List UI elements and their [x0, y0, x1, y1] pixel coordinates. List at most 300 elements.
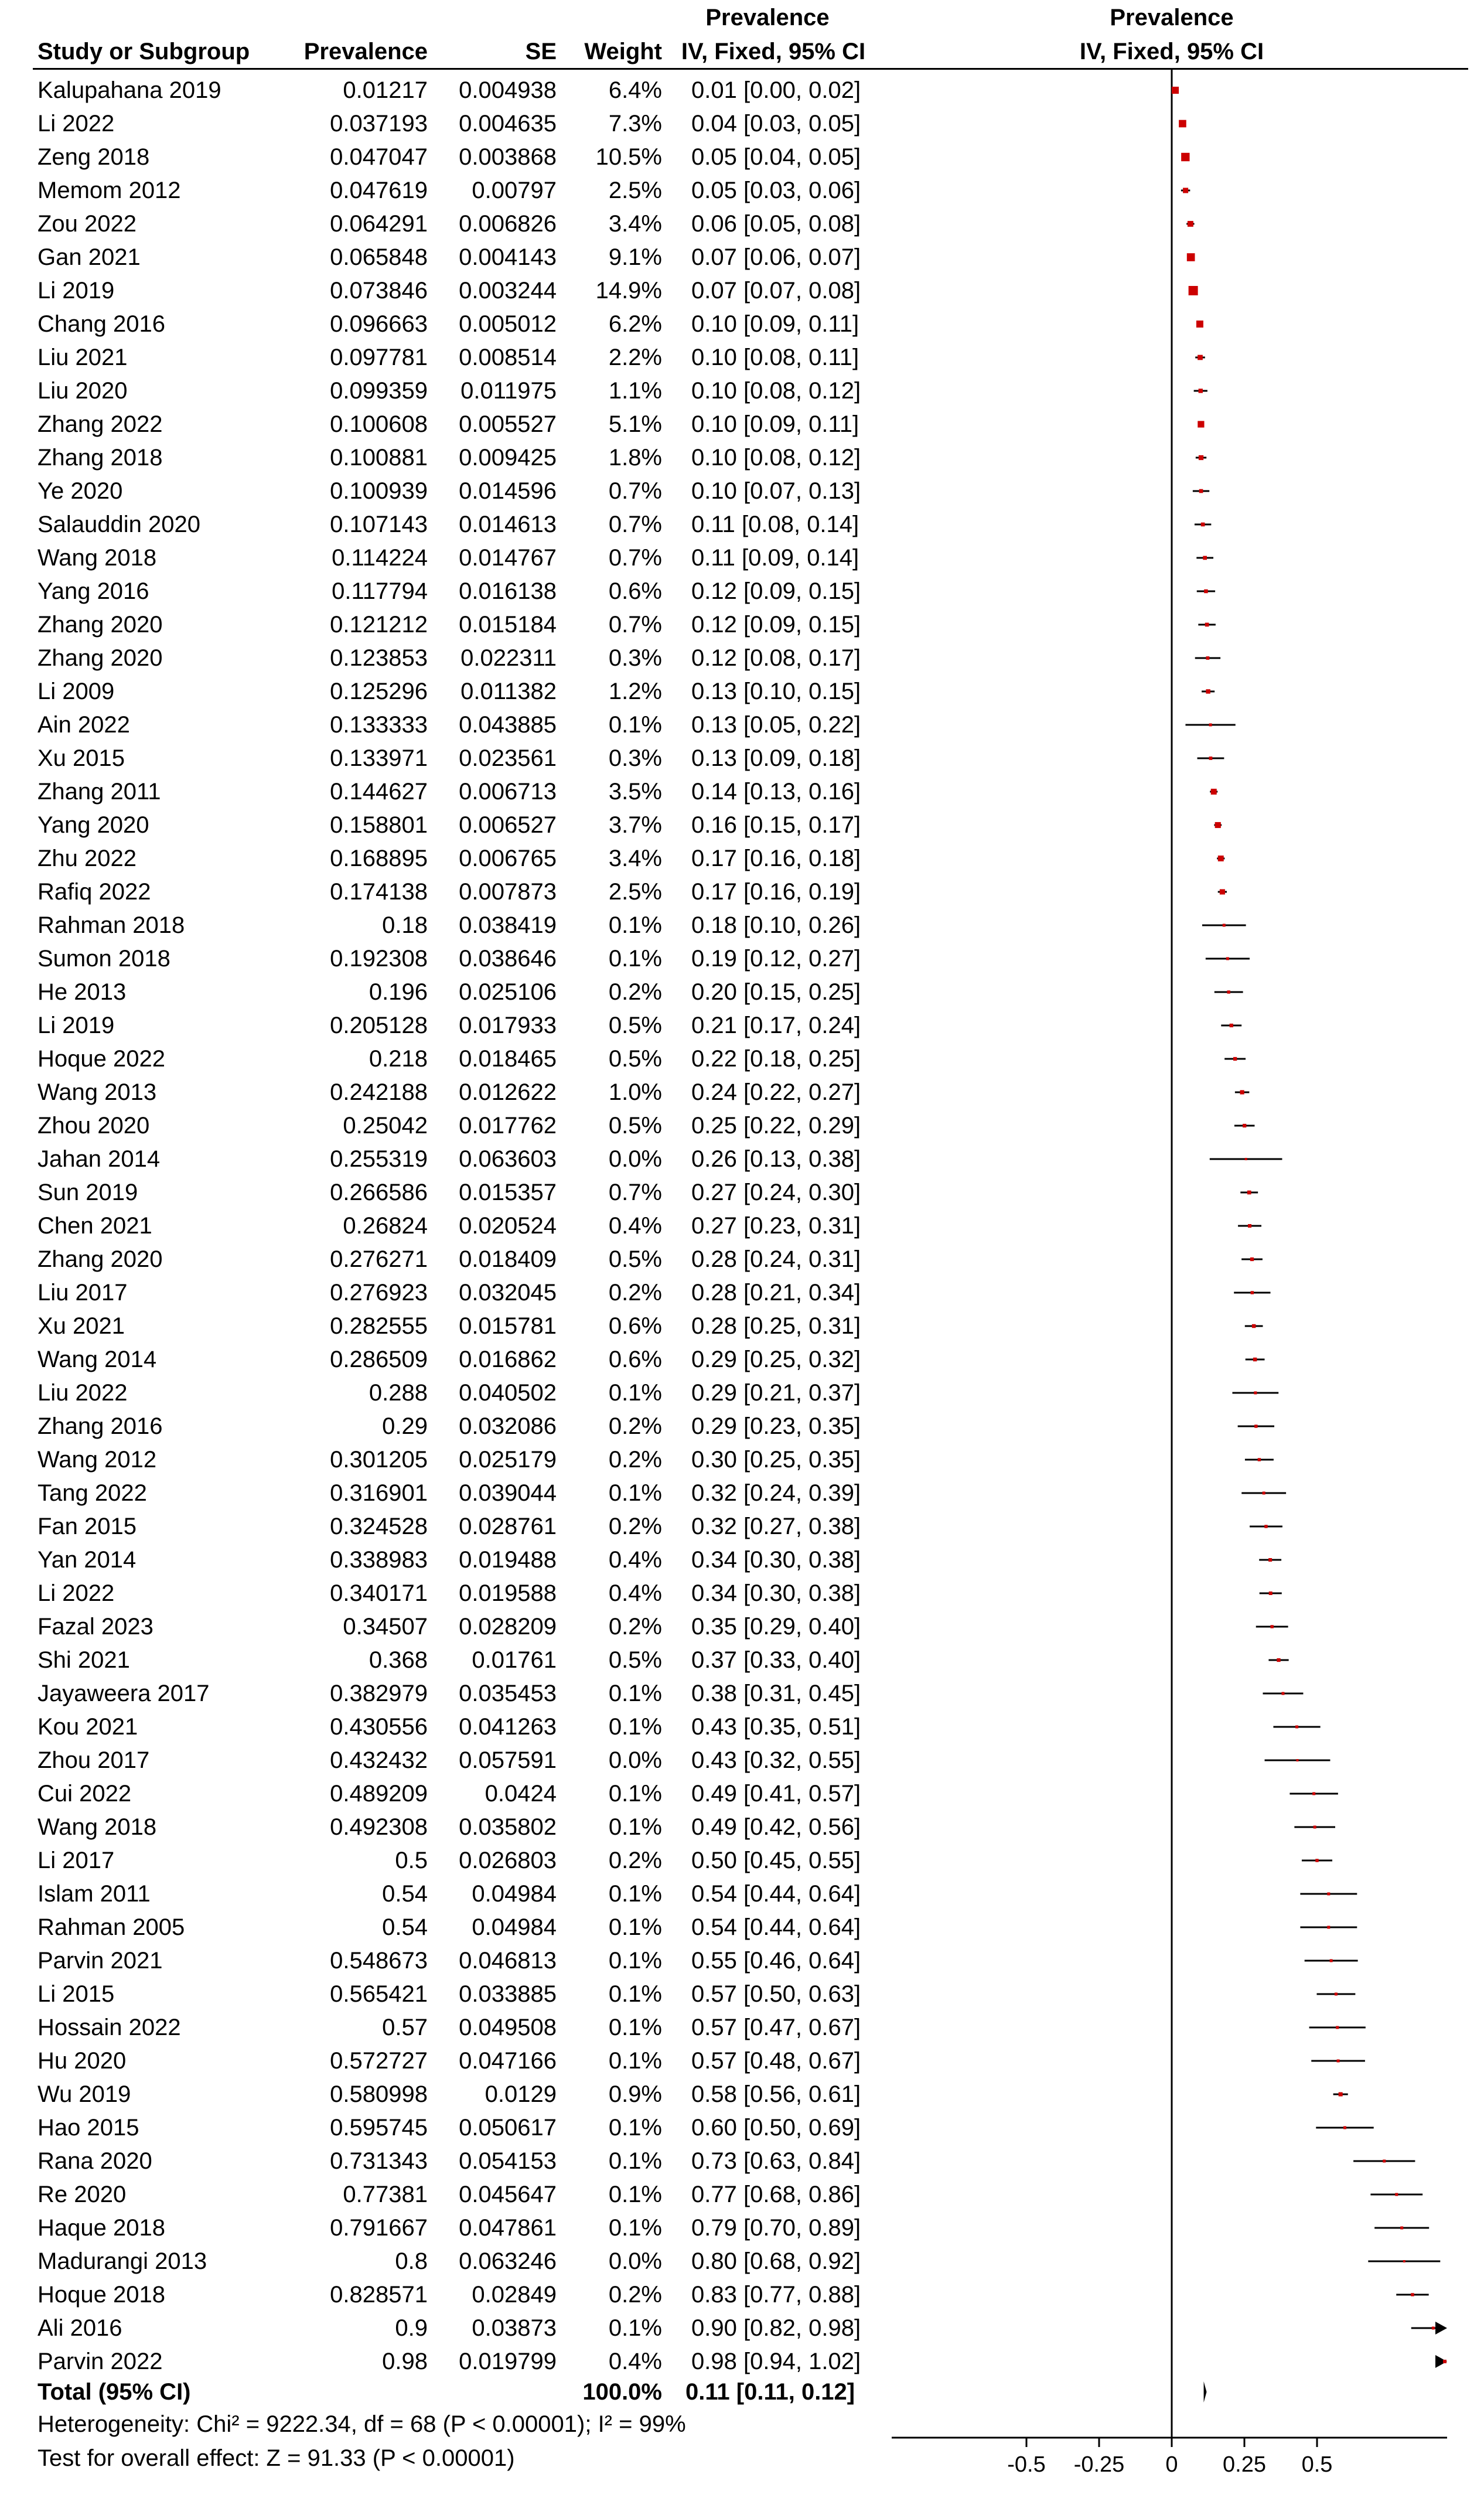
- study-name: Liu 2017: [37, 1280, 128, 1306]
- study-se: 0.047166: [459, 2048, 557, 2074]
- study-name: Xu 2015: [37, 745, 125, 771]
- study-marker: [1223, 923, 1226, 926]
- study-name: Cui 2022: [37, 1781, 132, 1807]
- study-marker: [1230, 1024, 1233, 1027]
- study-marker: [1196, 321, 1203, 328]
- study-marker: [1339, 2092, 1343, 2096]
- study-name: Liu 2020: [37, 378, 128, 404]
- study-marker: [1443, 2360, 1447, 2363]
- study-ci: 0.22 [0.18, 0.25]: [691, 1046, 861, 1072]
- study-marker: [1263, 1491, 1265, 1494]
- study-ci: 0.57 [0.48, 0.67]: [691, 2048, 861, 2074]
- study-prevalence: 0.29: [382, 1413, 428, 1439]
- study-name: Rahman 2005: [37, 1914, 185, 1940]
- study-weight: 5.1%: [608, 411, 662, 437]
- study-name: Zhang 2022: [37, 411, 163, 437]
- study-name: Liu 2021: [37, 345, 128, 370]
- study-name: Jahan 2014: [37, 1146, 161, 1172]
- study-ci: 0.54 [0.44, 0.64]: [691, 1881, 861, 1907]
- study-se: 0.004635: [459, 111, 557, 137]
- study-se: 0.015184: [459, 612, 557, 638]
- study-se: 0.014613: [459, 512, 557, 537]
- study-prevalence: 0.196: [369, 979, 428, 1005]
- study-se: 0.015357: [459, 1180, 557, 1205]
- study-marker: [1403, 2260, 1405, 2262]
- study-marker: [1199, 455, 1203, 460]
- study-marker: [1188, 221, 1193, 227]
- study-weight: 0.1%: [608, 1781, 662, 1807]
- study-se: 0.047861: [459, 2215, 557, 2241]
- x-tick-label: 0.5: [1301, 2452, 1333, 2477]
- study-se: 0.04984: [472, 1914, 557, 1940]
- study-name: Zhang 2016: [37, 1413, 163, 1439]
- study-se: 0.019588: [459, 1580, 557, 1606]
- study-ci: 0.12 [0.09, 0.15]: [691, 612, 861, 638]
- study-weight: 3.7%: [608, 812, 662, 838]
- study-se: 0.0424: [485, 1781, 557, 1807]
- study-ci: 0.10 [0.08, 0.12]: [691, 378, 861, 404]
- study-weight: 0.6%: [608, 578, 662, 604]
- study-weight: 0.5%: [608, 1046, 662, 1072]
- study-marker: [1337, 2059, 1340, 2062]
- study-marker: [1335, 1992, 1338, 1995]
- study-name: Jayaweera 2017: [37, 1681, 210, 1706]
- study-weight: 0.5%: [608, 1647, 662, 1673]
- study-marker: [1312, 1792, 1315, 1795]
- study-marker: [1199, 389, 1203, 393]
- study-prevalence: 0.26824: [343, 1213, 428, 1239]
- study-marker: [1411, 2293, 1414, 2296]
- study-prevalence: 0.432432: [330, 1747, 428, 1773]
- study-prevalence: 0.266586: [330, 1180, 428, 1205]
- study-se: 0.046813: [459, 1948, 557, 1974]
- study-prevalence: 0.205128: [330, 1013, 428, 1038]
- study-name: Zhou 2017: [37, 1747, 150, 1773]
- study-name: Rahman 2018: [37, 912, 185, 938]
- study-se: 0.045647: [459, 2182, 557, 2207]
- study-weight: 1.8%: [608, 445, 662, 471]
- study-weight: 0.1%: [608, 1881, 662, 1907]
- study-name: Ye 2020: [37, 478, 123, 504]
- study-weight: 0.1%: [608, 1380, 662, 1406]
- study-se: 0.022311: [460, 645, 557, 671]
- header-weight: Weight: [584, 39, 662, 64]
- study-name: Wang 2014: [37, 1347, 157, 1372]
- study-name: Haque 2018: [37, 2215, 165, 2241]
- study-prevalence: 0.57: [382, 2015, 428, 2040]
- study-se: 0.005527: [459, 411, 557, 437]
- study-weight: 0.1%: [608, 1948, 662, 1974]
- study-se: 0.032045: [459, 1280, 557, 1306]
- study-se: 0.012622: [459, 1079, 557, 1105]
- study-ci: 0.83 [0.77, 0.88]: [691, 2282, 861, 2308]
- study-ci: 0.10 [0.09, 0.11]: [691, 411, 859, 437]
- study-ci: 0.73 [0.63, 0.84]: [691, 2148, 861, 2174]
- study-marker: [1254, 1391, 1257, 1394]
- study-prevalence: 0.492308: [330, 1814, 428, 1840]
- study-marker: [1209, 723, 1212, 726]
- study-se: 0.00797: [472, 178, 557, 203]
- study-name: Tang 2022: [37, 1480, 147, 1506]
- study-weight: 0.1%: [608, 2148, 662, 2174]
- study-prevalence: 0.276923: [330, 1280, 428, 1306]
- study-ci: 0.28 [0.24, 0.31]: [691, 1246, 861, 1272]
- study-ci: 0.10 [0.09, 0.11]: [691, 311, 859, 337]
- study-name: Rafiq 2022: [37, 879, 151, 905]
- study-ci: 0.07 [0.06, 0.07]: [691, 244, 861, 270]
- header-se: SE: [525, 39, 557, 64]
- study-marker: [1172, 87, 1179, 94]
- study-ci: 0.20 [0.15, 0.25]: [691, 979, 861, 1005]
- study-marker: [1189, 286, 1198, 295]
- study-ci: 0.11 [0.08, 0.14]: [691, 512, 859, 537]
- header-plot-top: Prevalence: [1110, 5, 1234, 30]
- study-se: 0.057591: [459, 1747, 557, 1773]
- study-marker: [1218, 856, 1224, 861]
- study-ci: 0.30 [0.25, 0.35]: [691, 1447, 861, 1473]
- study-se: 0.023561: [459, 745, 557, 771]
- study-prevalence: 0.047619: [330, 178, 428, 203]
- study-se: 0.035802: [459, 1814, 557, 1840]
- study-name: Zhang 2020: [37, 645, 163, 671]
- study-marker: [1248, 1224, 1251, 1228]
- study-marker: [1327, 1892, 1330, 1895]
- study-name: Wang 2018: [37, 545, 157, 571]
- study-name: Gan 2021: [37, 244, 141, 270]
- study-prevalence: 0.117794: [332, 578, 428, 604]
- study-marker: [1187, 253, 1195, 261]
- study-se: 0.004938: [459, 77, 557, 103]
- study-se: 0.025106: [459, 979, 557, 1005]
- study-prevalence: 0.100608: [330, 411, 428, 437]
- study-ci: 0.77 [0.68, 0.86]: [691, 2182, 861, 2207]
- study-name: Rana 2020: [37, 2148, 152, 2174]
- study-ci: 0.37 [0.33, 0.40]: [691, 1647, 861, 1673]
- study-marker: [1227, 990, 1230, 993]
- study-prevalence: 0.192308: [330, 946, 428, 972]
- study-prevalence: 0.8: [395, 2248, 428, 2274]
- study-name: Xu 2021: [37, 1313, 125, 1339]
- study-name: Kou 2021: [37, 1714, 138, 1740]
- study-marker: [1315, 1859, 1318, 1862]
- study-se: 0.054153: [459, 2148, 557, 2174]
- study-se: 0.011382: [460, 679, 557, 704]
- study-marker: [1258, 1458, 1261, 1461]
- study-marker: [1270, 1625, 1273, 1628]
- study-prevalence: 0.301205: [330, 1447, 428, 1473]
- study-marker: [1252, 1324, 1256, 1328]
- study-marker: [1253, 1358, 1257, 1361]
- study-prevalence: 0.133333: [330, 712, 428, 738]
- study-ci: 0.35 [0.29, 0.40]: [691, 1614, 861, 1640]
- study-name: Fazal 2023: [37, 1614, 153, 1640]
- study-ci: 0.26 [0.13, 0.38]: [691, 1146, 861, 1172]
- study-weight: 0.4%: [608, 1213, 662, 1239]
- study-marker: [1254, 1425, 1257, 1427]
- study-se: 0.018465: [459, 1046, 557, 1072]
- study-prevalence: 0.158801: [330, 812, 428, 838]
- study-ci: 0.28 [0.25, 0.31]: [691, 1313, 861, 1339]
- study-weight: 1.2%: [608, 679, 662, 704]
- study-weight: 14.9%: [595, 278, 662, 304]
- study-marker: [1432, 2326, 1435, 2329]
- study-marker: [1247, 1191, 1251, 1195]
- study-name: Zeng 2018: [37, 144, 150, 170]
- study-weight: 0.4%: [608, 1580, 662, 1606]
- study-weight: 0.1%: [608, 2315, 662, 2341]
- study-ci: 0.18 [0.10, 0.26]: [691, 912, 861, 938]
- study-prevalence: 0.282555: [330, 1313, 428, 1339]
- study-marker: [1251, 1291, 1254, 1294]
- study-se: 0.017933: [459, 1013, 557, 1038]
- study-ci: 0.49 [0.41, 0.57]: [691, 1781, 861, 1807]
- study-name: Hao 2015: [37, 2115, 139, 2141]
- study-weight: 0.1%: [608, 2115, 662, 2141]
- study-se: 0.026803: [459, 1848, 557, 1873]
- study-ci: 0.34 [0.30, 0.38]: [691, 1547, 861, 1573]
- study-marker: [1183, 188, 1188, 193]
- study-prevalence: 0.340171: [330, 1580, 428, 1606]
- study-prevalence: 0.731343: [330, 2148, 428, 2174]
- study-name: Ali 2016: [37, 2315, 122, 2341]
- study-weight: 0.1%: [608, 1681, 662, 1706]
- study-prevalence: 0.572727: [330, 2048, 428, 2074]
- study-ci: 0.98 [0.94, 1.02]: [691, 2349, 861, 2374]
- study-weight: 0.1%: [608, 1981, 662, 2007]
- study-se: 0.003868: [459, 144, 557, 170]
- study-prevalence: 0.316901: [330, 1480, 428, 1506]
- study-name: Zhang 2011: [37, 779, 161, 805]
- study-prevalence: 0.77381: [343, 2182, 428, 2207]
- study-prevalence: 0.255319: [330, 1146, 428, 1172]
- study-se: 0.050617: [459, 2115, 557, 2141]
- x-tick-label: -0.25: [1073, 2452, 1125, 2477]
- study-marker: [1250, 1258, 1254, 1261]
- study-name: Madurangi 2013: [37, 2248, 207, 2274]
- study-name: Kalupahana 2019: [37, 77, 221, 103]
- study-marker: [1215, 822, 1221, 828]
- x-tick-label: 0: [1165, 2452, 1178, 2477]
- study-prevalence: 0.096663: [330, 311, 428, 337]
- study-prevalence: 0.338983: [330, 1547, 428, 1573]
- study-prevalence: 0.242188: [330, 1079, 428, 1105]
- header-plot-bottom: IV, Fixed, 95% CI: [1079, 39, 1264, 64]
- study-ci: 0.06 [0.05, 0.08]: [691, 211, 861, 237]
- study-weight: 0.1%: [608, 1814, 662, 1840]
- study-weight: 0.7%: [608, 545, 662, 571]
- study-weight: 3.4%: [608, 211, 662, 237]
- ci-arrow: [1435, 2322, 1447, 2335]
- study-prevalence: 0.065848: [330, 244, 428, 270]
- study-name: Wang 2013: [37, 1079, 157, 1105]
- study-prevalence: 0.037193: [330, 111, 428, 137]
- header-study: Study or Subgroup: [37, 39, 250, 64]
- study-name: Chang 2016: [37, 311, 165, 337]
- study-prevalence: 0.34507: [343, 1614, 428, 1640]
- study-ci: 0.10 [0.08, 0.11]: [691, 345, 859, 370]
- study-name: Yang 2020: [37, 812, 149, 838]
- study-weight: 0.3%: [608, 745, 662, 771]
- study-se: 0.032086: [459, 1413, 557, 1439]
- study-ci: 0.13 [0.09, 0.18]: [691, 745, 861, 771]
- total-label: Total (95% CI): [37, 2379, 191, 2405]
- study-weight: 0.7%: [608, 1180, 662, 1205]
- study-ci: 0.29 [0.25, 0.32]: [691, 1347, 861, 1372]
- study-weight: 0.5%: [608, 1246, 662, 1272]
- study-marker: [1245, 1158, 1247, 1160]
- study-ci: 0.38 [0.31, 0.45]: [691, 1681, 861, 1706]
- study-name: Hu 2020: [37, 2048, 127, 2074]
- study-prevalence: 0.276271: [330, 1246, 428, 1272]
- study-prevalence: 0.144627: [330, 779, 428, 805]
- study-prevalence: 0.121212: [330, 612, 428, 638]
- study-name: Hossain 2022: [37, 2015, 181, 2040]
- study-prevalence: 0.324528: [330, 1514, 428, 1539]
- study-marker: [1205, 623, 1209, 627]
- study-ci: 0.25 [0.22, 0.29]: [691, 1113, 861, 1139]
- study-ci: 0.14 [0.13, 0.16]: [691, 779, 861, 805]
- study-prevalence: 0.288: [369, 1380, 428, 1406]
- study-marker: [1327, 1926, 1330, 1928]
- study-ci: 0.43 [0.35, 0.51]: [691, 1714, 861, 1740]
- study-weight: 0.1%: [608, 2048, 662, 2074]
- study-weight: 0.7%: [608, 612, 662, 638]
- study-se: 0.038646: [459, 946, 557, 972]
- study-ci: 0.32 [0.24, 0.39]: [691, 1480, 861, 1506]
- study-ci: 0.29 [0.23, 0.35]: [691, 1413, 861, 1439]
- study-name: Li 2022: [37, 1580, 115, 1606]
- study-ci: 0.05 [0.04, 0.05]: [691, 144, 861, 170]
- study-ci: 0.10 [0.08, 0.12]: [691, 445, 861, 471]
- study-se: 0.006527: [459, 812, 557, 838]
- study-marker: [1269, 1592, 1273, 1595]
- study-ci: 0.55 [0.46, 0.64]: [691, 1948, 861, 1974]
- study-se: 0.01761: [472, 1647, 557, 1673]
- study-weight: 0.1%: [608, 2015, 662, 2040]
- overall-effect-text: Test for overall effect: Z = 91.33 (P < 0.00001): [37, 2445, 515, 2471]
- study-se: 0.03873: [472, 2315, 557, 2341]
- study-prevalence: 0.100939: [330, 478, 428, 504]
- study-prevalence: 0.114224: [332, 545, 428, 571]
- study-name: Fan 2015: [37, 1514, 137, 1539]
- study-ci: 0.16 [0.15, 0.17]: [691, 812, 861, 838]
- study-name: Wang 2018: [37, 1814, 157, 1840]
- x-tick-label: 0.25: [1223, 2452, 1266, 2477]
- study-marker: [1199, 489, 1203, 493]
- study-weight: 0.6%: [608, 1313, 662, 1339]
- study-name: Yan 2014: [37, 1547, 137, 1573]
- study-ci: 0.50 [0.45, 0.55]: [691, 1848, 861, 1873]
- study-name: Zou 2022: [37, 211, 137, 237]
- study-se: 0.019799: [459, 2349, 557, 2374]
- study-weight: 0.2%: [608, 1413, 662, 1439]
- total-diamond: [1204, 2381, 1207, 2402]
- study-ci: 0.54 [0.44, 0.64]: [691, 1914, 861, 1940]
- study-ci: 0.05 [0.03, 0.06]: [691, 178, 861, 203]
- study-se: 0.018409: [459, 1246, 557, 1272]
- study-weight: 9.1%: [608, 244, 662, 270]
- study-name: Liu 2022: [37, 1380, 128, 1406]
- study-se: 0.016862: [459, 1347, 557, 1372]
- study-weight: 2.5%: [608, 178, 662, 203]
- study-marker: [1198, 355, 1203, 360]
- study-prevalence: 0.123853: [330, 645, 428, 671]
- study-ci: 0.57 [0.50, 0.63]: [691, 1981, 861, 2007]
- study-se: 0.038419: [459, 912, 557, 938]
- study-weight: 0.9%: [608, 2081, 662, 2107]
- study-weight: 0.3%: [608, 645, 662, 671]
- study-weight: 0.2%: [608, 979, 662, 1005]
- study-se: 0.014596: [459, 478, 557, 504]
- study-se: 0.025179: [459, 1447, 557, 1473]
- study-weight: 0.5%: [608, 1013, 662, 1038]
- study-ci: 0.21 [0.17, 0.24]: [691, 1013, 861, 1038]
- study-ci: 0.29 [0.21, 0.37]: [691, 1380, 861, 1406]
- study-name: Zhu 2022: [37, 846, 137, 871]
- study-name: Islam 2011: [37, 1881, 151, 1907]
- study-name: He 2013: [37, 979, 127, 1005]
- study-name: Li 2022: [37, 111, 115, 137]
- study-marker: [1226, 957, 1229, 960]
- study-weight: 0.4%: [608, 1547, 662, 1573]
- study-prevalence: 0.064291: [330, 211, 428, 237]
- study-marker: [1220, 889, 1225, 894]
- study-name: Zhou 2020: [37, 1113, 150, 1139]
- study-prevalence: 0.54: [382, 1914, 428, 1940]
- study-ci: 0.19 [0.12, 0.27]: [691, 946, 861, 972]
- study-marker: [1383, 2159, 1386, 2162]
- study-weight: 0.5%: [608, 1113, 662, 1139]
- study-weight: 0.2%: [608, 1614, 662, 1640]
- study-se: 0.039044: [459, 1480, 557, 1506]
- study-marker: [1400, 2226, 1403, 2229]
- study-marker: [1296, 1759, 1298, 1761]
- study-se: 0.043885: [459, 712, 557, 738]
- study-ci: 0.80 [0.68, 0.92]: [691, 2248, 861, 2274]
- study-name: Ain 2022: [37, 712, 130, 738]
- study-prevalence: 0.828571: [330, 2282, 428, 2308]
- header-ci-bottom: IV, Fixed, 95% CI: [681, 39, 866, 64]
- study-marker: [1201, 523, 1205, 527]
- study-weight: 0.1%: [608, 2182, 662, 2207]
- study-prevalence: 0.100881: [330, 445, 428, 471]
- study-se: 0.015781: [459, 1313, 557, 1339]
- study-ci: 0.01 [0.00, 0.02]: [691, 77, 861, 103]
- study-name: Zhang 2020: [37, 1246, 163, 1272]
- study-se: 0.04984: [472, 1881, 557, 1907]
- study-prevalence: 0.9: [395, 2315, 428, 2341]
- study-prevalence: 0.133971: [330, 745, 428, 771]
- study-weight: 3.5%: [608, 779, 662, 805]
- study-se: 0.006826: [459, 211, 557, 237]
- study-weight: 0.2%: [608, 2282, 662, 2308]
- study-name: Hoque 2022: [37, 1046, 165, 1072]
- study-ci: 0.17 [0.16, 0.18]: [691, 846, 861, 871]
- study-ci: 0.34 [0.30, 0.38]: [691, 1580, 861, 1606]
- study-weight: 0.1%: [608, 946, 662, 972]
- study-se: 0.063246: [459, 2248, 557, 2274]
- study-prevalence: 0.489209: [330, 1781, 428, 1807]
- study-weight: 0.4%: [608, 2349, 662, 2374]
- study-prevalence: 0.54: [382, 1881, 428, 1907]
- study-name: Li 2017: [37, 1848, 115, 1873]
- heterogeneity-text: Heterogeneity: Chi² = 9222.34, df = 68 (P < 0.00001); I² = 99%: [37, 2411, 686, 2437]
- study-ci: 0.57 [0.47, 0.67]: [691, 2015, 861, 2040]
- study-marker: [1243, 1124, 1246, 1127]
- study-weight: 10.5%: [595, 144, 662, 170]
- study-marker: [1211, 789, 1217, 795]
- study-ci: 0.79 [0.70, 0.89]: [691, 2215, 861, 2241]
